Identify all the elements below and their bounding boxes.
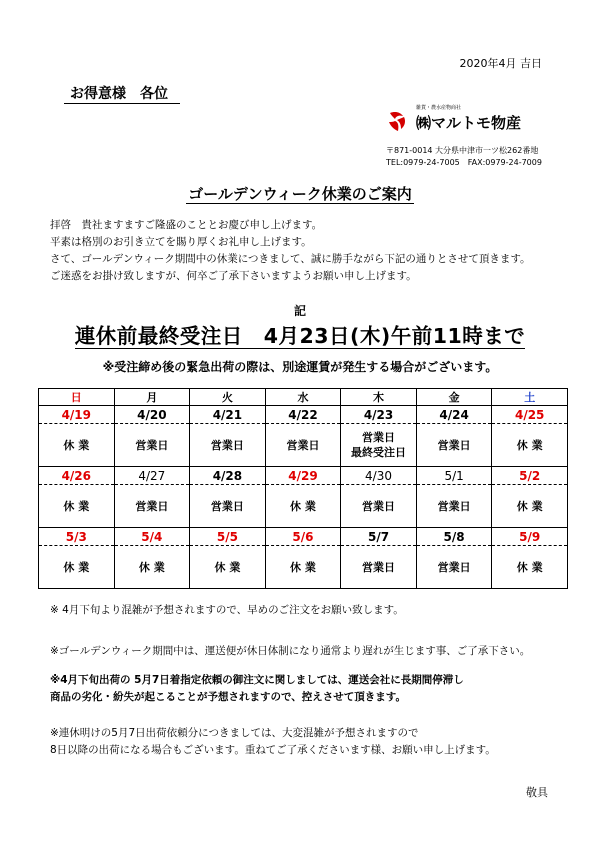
status-cell: 営業日 最終受注日	[341, 424, 417, 467]
document-date: 2020年4月 吉日	[459, 57, 542, 70]
note-delivery-delay: ※ゴールデンウィーク期間中は、運送便が休日体制になり通常より遅れが生じます事、ご了承下さい。	[50, 645, 531, 657]
date-cell: 4/30	[341, 467, 417, 485]
status-cell: 休 業	[265, 485, 341, 528]
address-line: 〒871-0014 大分県中津市一ツ松262番地	[386, 146, 539, 155]
note-congestion: ※ 4月下旬より混雑が予想されますので、早めのご注文をお願い致します。	[50, 604, 404, 616]
status-cell: 休 業	[39, 485, 115, 528]
status-cell: 休 業	[39, 424, 115, 467]
date-cell: 4/20	[114, 406, 190, 424]
date-cell: 5/2	[492, 467, 568, 485]
customer-salutation: お得意様 各位	[64, 83, 180, 104]
holiday-calendar	[38, 388, 568, 589]
status-cell: 営業日	[265, 424, 341, 467]
status-cell: 営業日	[114, 485, 190, 528]
calendar-date-row	[39, 406, 568, 424]
notice-title	[0, 183, 600, 204]
date-cell: 5/1	[416, 467, 492, 485]
status-cell: 休 業	[492, 546, 568, 589]
status-cell: 休 業	[492, 424, 568, 467]
status-cell: 休 業	[492, 485, 568, 528]
status-cell: 営業日	[190, 485, 266, 528]
date-cell: 4/22	[265, 406, 341, 424]
weekday-tue: 火	[190, 389, 266, 406]
deadline-heading	[0, 319, 600, 349]
note-may7-orders	[50, 672, 464, 706]
date-cell: 4/19	[39, 406, 115, 424]
calendar-status-row	[39, 424, 568, 467]
weekday-mon: 月	[114, 389, 190, 406]
company-address	[386, 145, 542, 169]
weekday-fri: 金	[416, 389, 492, 406]
note-line: 商品の劣化・紛失が起こることが予想されますので、控えさせて頂きます。	[50, 691, 406, 703]
status-cell: 営業日	[416, 424, 492, 467]
weekday-wed: 水	[265, 389, 341, 406]
date-cell: 4/21	[190, 406, 266, 424]
date-cell: 4/26	[39, 467, 115, 485]
status-cell: 休 業	[39, 546, 115, 589]
weekday-thu: 木	[341, 389, 417, 406]
deadline-text: 連休前最終受注日 4月23日(木)午前11時まで	[74, 324, 526, 348]
ki-heading: 記	[293, 304, 306, 318]
status-cell: 営業日	[341, 485, 417, 528]
status-cell: 営業日	[416, 485, 492, 528]
date-cell: 4/28	[190, 467, 266, 485]
note-line: ※連休明けの5月7日出荷依頼分につきましては、大変混雑が予想されますので	[50, 727, 419, 739]
calendar-status-row	[39, 546, 568, 589]
status-cell: 営業日	[114, 424, 190, 467]
status-cell: 休 業	[265, 546, 341, 589]
note-line: 8日以降の出荷になる場合もございます。重ねてご了承くださいます様、お願い申し上げます。	[50, 744, 496, 756]
body-line: 平素は格別のお引き立てを賜り厚くお礼申し上げます。	[50, 236, 312, 248]
date-cell: 4/23	[341, 406, 417, 424]
closing-keigu: 敬具	[526, 786, 548, 799]
date-cell: 5/8	[416, 528, 492, 546]
calendar-weekday-row	[39, 389, 568, 406]
date-cell: 4/25	[492, 406, 568, 424]
warning-text: ※受注締め後の緊急出荷の際は、別途運賃が発生する場合がございます。	[102, 360, 498, 374]
date-cell: 5/7	[341, 528, 417, 546]
greeting-body	[50, 217, 530, 285]
date-cell: 5/4	[114, 528, 190, 546]
notice-title-text: ゴールデンウィーク休業のご案内	[188, 185, 412, 203]
company-subname: 雑貨・農水産物商社	[416, 105, 462, 111]
note-line: ※4月下旬出荷の 5月7日着指定依頼の御注文に関しましては、運送会社に長期間停滞し	[50, 674, 464, 686]
note-after-holiday	[50, 725, 496, 759]
status-cell: 営業日	[416, 546, 492, 589]
company-name: ㈱マルトモ物産	[416, 114, 522, 132]
calendar-date-row	[39, 528, 568, 546]
date-cell: 4/27	[114, 467, 190, 485]
weekday-sun: 日	[39, 389, 115, 406]
status-cell: 休 業	[114, 546, 190, 589]
phone-line: TEL:0979-24-7005 FAX:0979-24-7009	[386, 158, 542, 167]
body-line: 拝啓 貴社ますますご隆盛のこととお慶び申し上げます。	[50, 219, 323, 231]
status-cell: 営業日	[341, 546, 417, 589]
date-cell: 5/6	[265, 528, 341, 546]
date-cell: 5/5	[190, 528, 266, 546]
date-cell: 4/29	[265, 467, 341, 485]
calendar-status-row	[39, 485, 568, 528]
date-cell: 5/3	[39, 528, 115, 546]
calendar-date-row	[39, 467, 568, 485]
weekday-sat: 土	[492, 389, 568, 406]
status-cell: 休 業	[190, 546, 266, 589]
body-line: ご迷惑をお掛け致しますが、何卒ご了承下さいますようお願い申し上げます。	[50, 270, 417, 282]
date-cell: 5/9	[492, 528, 568, 546]
status-cell: 営業日	[190, 424, 266, 467]
body-line: さて、ゴールデンウィーク期間中の休業につきまして、誠に勝手ながら下記の通りとさせて頂きます。	[50, 253, 531, 265]
company-logo-icon	[386, 110, 408, 132]
date-cell: 4/24	[416, 406, 492, 424]
